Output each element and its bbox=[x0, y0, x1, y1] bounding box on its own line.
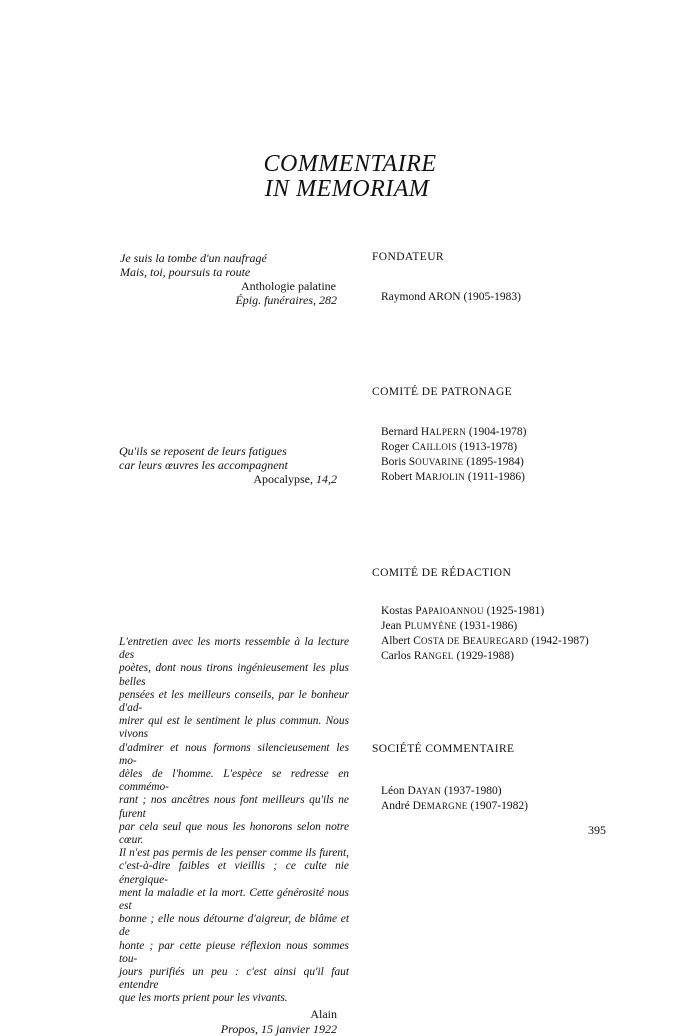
epigraph-paragraph bbox=[119, 636, 349, 1006]
person-last-initial: C bbox=[411, 441, 420, 453]
section-heading-fondateur: FONDATEUR bbox=[372, 251, 444, 263]
epigraph-anthologie bbox=[120, 251, 337, 307]
person-dates: (1913-1978) bbox=[459, 441, 518, 453]
epigraph-line: Je suis la tombe d'un naufragé bbox=[120, 251, 267, 265]
person-dates: (1904-1978) bbox=[468, 426, 527, 438]
person-entry bbox=[381, 784, 528, 799]
person-dates: (1907-1982) bbox=[470, 800, 528, 812]
person-last-initial: R bbox=[413, 650, 422, 662]
names-patronage bbox=[381, 425, 526, 485]
person-first-name: Robert bbox=[381, 471, 413, 483]
person-last-name: EAUREGARD bbox=[470, 636, 529, 646]
epigraph-line: que les morts prient pour les vivants. bbox=[119, 992, 288, 1005]
person-first-name: Jean bbox=[381, 620, 402, 632]
person-last-name: OUVARINE bbox=[415, 457, 464, 467]
person-last-initial: D bbox=[407, 785, 416, 797]
epigraph-line: bonne ; elle nous détourne d'aigreur, de blâme et de bbox=[119, 913, 349, 939]
section-heading-redaction: COMITÉ DE RÉDACTION bbox=[372, 567, 512, 579]
epigraph-source-detail: 14,2 bbox=[316, 472, 337, 486]
person-dates: (1937-1980) bbox=[444, 785, 502, 797]
person-first-name: Raymond bbox=[381, 291, 426, 303]
epigraph-apocalypse bbox=[119, 444, 337, 486]
person-entry bbox=[381, 619, 589, 634]
section-heading-patronage: COMITÉ DE PATRONAGE bbox=[372, 386, 513, 398]
person-entry bbox=[381, 455, 526, 470]
epigraph-line: car leurs œuvres les accompagnent bbox=[119, 458, 288, 472]
person-first-name: Carlos bbox=[381, 650, 412, 662]
epigraph-line: par cela seul que nous les honorons selon notre cœur. bbox=[119, 820, 349, 847]
person-last-initial: C bbox=[413, 635, 421, 647]
person-last-name: ARJOLIN bbox=[425, 472, 466, 482]
person-dates: (1925-1981) bbox=[486, 605, 545, 617]
person-last-initial: D bbox=[412, 800, 421, 812]
person-dates: (1911-1986) bbox=[467, 471, 525, 483]
names-redaction bbox=[381, 604, 589, 664]
epigraph-line: L'entretien avec les morts ressemble à la lecture des bbox=[119, 636, 349, 662]
section-heading-societe: SOCIÉTÉ COMMENTAIRE bbox=[372, 743, 515, 755]
person-last-initial: B bbox=[462, 635, 471, 647]
epigraph-source-title: Anthologie palatine bbox=[241, 279, 336, 293]
person-last-name: LUMYÈNE bbox=[410, 621, 457, 631]
page-number: 395 bbox=[588, 823, 606, 837]
title-line-1: COMMENTAIRE bbox=[263, 151, 437, 177]
person-last-name: OSTA DE bbox=[420, 636, 460, 646]
epigraph-line: rant ; nos ancêtres nous font meilleurs qu'ils ne furent bbox=[119, 794, 349, 820]
person-entry bbox=[381, 440, 526, 455]
epigraph-source bbox=[119, 472, 337, 486]
page-title bbox=[0, 152, 700, 202]
epigraph-line: poètes, dont nous tirons ingénieusement les plus belles bbox=[119, 662, 349, 688]
epigraph-line: d'admirer et nous formons silencieusement les mo- bbox=[119, 741, 349, 767]
person-first-name: Albert bbox=[381, 635, 411, 647]
epigraph-line: honte ; par cette pieuse réflexion nous sommes tou- bbox=[119, 939, 349, 965]
person-last-initial: M bbox=[415, 471, 426, 483]
title-line-2: IN MEMORIAM bbox=[264, 176, 430, 202]
epigraph-line: c'est-à-dire faibles et vieillis ; ce culte nie énergique- bbox=[119, 860, 349, 886]
epigraph-line: mirer qui est le sentiment le plus commun. Nous vivons bbox=[119, 715, 349, 741]
epigraph-source-detail: Épig. funéraires, 282 bbox=[235, 293, 337, 307]
person-entry bbox=[381, 799, 528, 814]
person-entry bbox=[381, 604, 589, 619]
epigraph-author: Alain bbox=[310, 1006, 337, 1021]
person-first-name: Léon bbox=[381, 785, 405, 797]
person-dates: (1905-1983) bbox=[463, 291, 521, 303]
person-first-name: Kostas bbox=[381, 605, 413, 617]
epigraph-line: jours purifiés un peu : c'est ainsi qu'il faut entendre bbox=[119, 966, 349, 992]
person-last-name: APAIOANNOU bbox=[421, 606, 484, 616]
person-last-initial: H bbox=[420, 426, 430, 438]
person-first-name: André bbox=[381, 800, 410, 812]
epigraph-line: Mais, toi, poursuis ta route bbox=[120, 265, 251, 279]
person-entry bbox=[381, 470, 526, 485]
person-last-name: ALPERN bbox=[429, 427, 467, 437]
person-last-initial: S bbox=[408, 456, 416, 468]
person-last-name: AYAN bbox=[415, 786, 442, 796]
person-last-name: ANGEL bbox=[421, 651, 454, 661]
epigraph-source: Propos, 15 janvier 1922 bbox=[220, 1021, 337, 1036]
person-dates: (1931-1986) bbox=[459, 620, 518, 632]
person-dates: (1929-1988) bbox=[456, 650, 514, 662]
epigraph-line: pensées et les meilleurs conseils, par le bonheur d'ad- bbox=[119, 688, 349, 715]
person-dates: (1942-1987) bbox=[531, 635, 589, 647]
person-entry bbox=[381, 290, 521, 305]
person-last-name: ARON bbox=[427, 291, 461, 303]
person-entry bbox=[381, 634, 589, 649]
person-entry bbox=[381, 425, 526, 440]
epigraph-line: Il n'est pas permis de les penser comme ils furent, bbox=[119, 847, 349, 860]
names-societe bbox=[381, 784, 528, 814]
person-entry bbox=[381, 649, 589, 664]
person-last-initial: P bbox=[404, 620, 411, 632]
epigraph-line: Qu'ils se reposent de leurs fatigues bbox=[119, 444, 287, 458]
person-first-name: Bernard bbox=[381, 426, 419, 438]
person-dates: (1895-1984) bbox=[466, 456, 524, 468]
epigraph-line: ment la maladie et la mort. Cette générosité nous est bbox=[119, 886, 349, 913]
person-last-name: EMARGNE bbox=[420, 801, 468, 811]
person-last-name: AILLOIS bbox=[419, 442, 457, 452]
epigraph-line: dèles de l'homme. L'espèce se redresse en commémo- bbox=[119, 768, 349, 794]
epigraph-alain bbox=[119, 636, 349, 1036]
person-first-name: Boris bbox=[381, 456, 406, 468]
person-first-name: Roger bbox=[381, 441, 410, 453]
person-last-initial: P bbox=[415, 605, 422, 617]
names-fondateur bbox=[381, 290, 521, 305]
epigraph-source-title: Apocalypse, bbox=[253, 472, 313, 486]
